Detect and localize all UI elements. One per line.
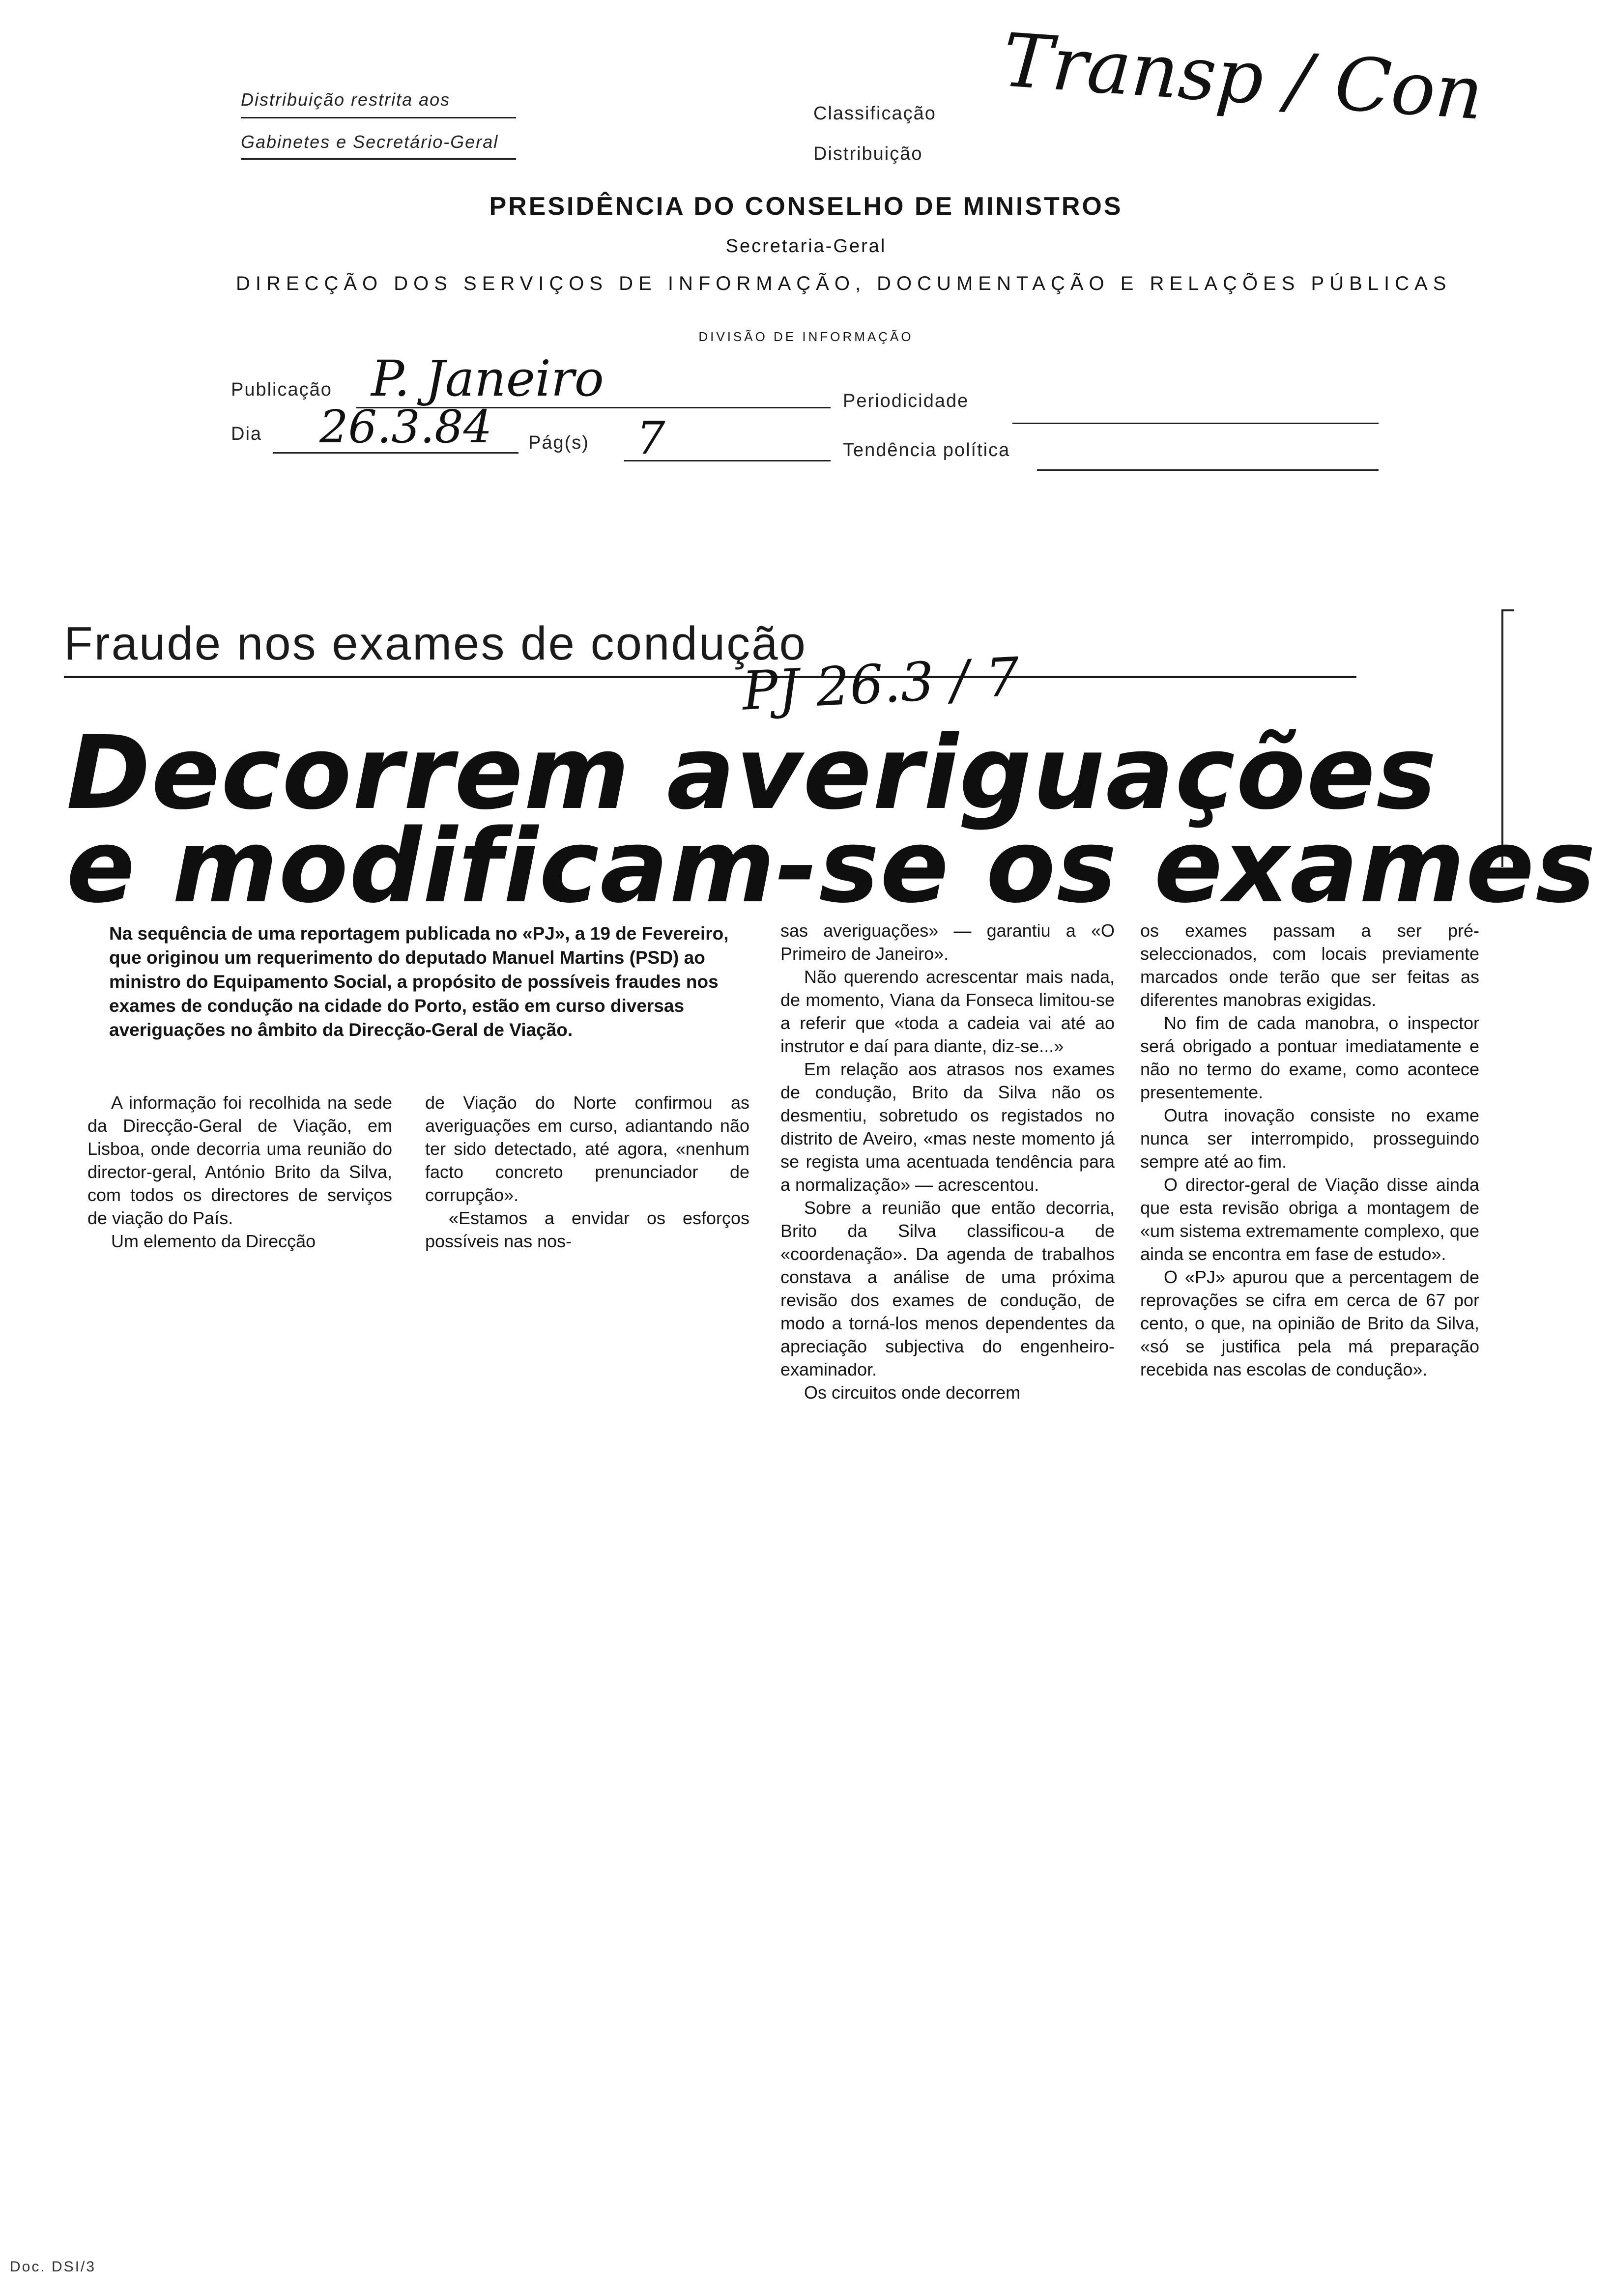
header-subtitle: Secretaria-Geral (725, 236, 887, 257)
paragraph: Sobre a reunião que então decorria, Brito da Silva classificou-a de «coordenação». Da agenda de trabalhos constava a análise de uma próxima revisão dos exames de condução, de modo a torná-los menos dependentes da apreciação subjectiva do engenheiro-examinador. (780, 1198, 1115, 1379)
header-division: DIVISÃO DE INFORMAÇÃO (698, 329, 914, 344)
header-title: PRESIDÊNCIA DO CONSELHO DE MINISTROS (489, 192, 1123, 221)
headline-line-2: e modificam-se os exames (66, 807, 1597, 925)
paragraph: Um elemento da Direcção (111, 1231, 316, 1251)
restricted-distribution-line1: Distribuição restrita aos (241, 89, 451, 110)
classificacao-label: Classificação (813, 103, 936, 124)
article-kicker: Fraude nos exames de condução (64, 617, 807, 670)
restricted-distribution-line2: Gabinetes e Secretário-Geral (241, 132, 499, 152)
paragraph: Em relação aos atrasos nos exames de condução, Brito da Silva não os desmentiu, sobretudo os registados no distrito de Aveiro, «mas neste momento já se regista uma acentuada tendência para a normalização» — acrescentou. (780, 1059, 1115, 1195)
paragraph: Os circuitos onde decorrem (804, 1382, 1021, 1403)
dia-value: 26.3.84 (319, 401, 492, 453)
paragraph: sas averiguações» — garantiu a «O Primeiro de Janeiro». (780, 920, 1115, 964)
publicacao-label: Publicação (231, 379, 332, 400)
paragraph: «Estamos a envidar os esforços possíveis nas nos- (425, 1208, 749, 1251)
article-column-2 (425, 1091, 749, 1253)
pags-value: 7 (636, 412, 665, 464)
handwritten-classification: Transp / Con (1000, 18, 1486, 137)
header-department: DIRECÇÃO DOS SERVIÇOS DE INFORMAÇÃO, DOCUMENTAÇÃO E RELAÇÕES PÚBLICAS (236, 273, 1452, 294)
tendencia-line (1037, 469, 1379, 471)
document-code: Doc. DSI/3 (10, 2259, 96, 2275)
paragraph: de Viação do Norte confirmou as averiguações em curso, adiantando não ter sido detectado, até agora, «nenhum facto concreto prenunciador de corrupção». (425, 1092, 749, 1205)
paragraph: No fim de cada manobra, o inspector será obrigado a pontuar imediatamente e não no termo do exame, como acontece presentemente. (1140, 1013, 1479, 1102)
kicker-rule (64, 676, 1356, 678)
headline-line-1: Decorrem averiguações (66, 714, 1438, 832)
pags-label: Pág(s) (528, 432, 589, 453)
paragraph: O «PJ» apurou que a percentagem de reprovações se cifra em cerca de 67 por cento, o que, na opinião de Brito da Silva, «só se justifica pela má preparação recebida nas escolas de condução». (1140, 1267, 1479, 1379)
paragraph: Outra inovação consiste no exame nunca ser interrompido, prosseguindo sempre até ao fim. (1140, 1105, 1479, 1172)
article-column-1 (87, 1091, 392, 1253)
tendencia-label: Tendência política (843, 440, 1010, 460)
restricted-rule-1 (241, 117, 516, 118)
paragraph: os exames passam a ser pré-seleccionados, com locais previamente marcados onde terão que ser feitas as diferentes manobras exigidas. (1140, 920, 1479, 1010)
article-lead: Na sequência de uma reportagem publicada no «PJ», a 19 de Fevereiro, que originou um requerimento do deputado Manuel Martins (PSD) ao ministro do Equipamento Social, a propósito de possíveis fraudes nos exames de condução na cidade do Porto, estão em curso diversas averiguações no âmbito da Direcção-Geral de Viação. (109, 923, 729, 1040)
paragraph: Não querendo acrescentar mais nada, de momento, Viana da Fonseca limitou-se a referir que «toda a cadeia vai até ao instrutor e daí para diante, diz-se...» (780, 967, 1115, 1056)
paragraph: O director-geral de Viação disse ainda que esta revisão obriga a montagem de «um sistema extremamente complexo, que ainda se encontra em fase de estudo». (1140, 1175, 1479, 1264)
distribuicao-label: Distribuição (813, 144, 923, 164)
dia-label: Dia (231, 424, 262, 444)
handwritten-reference: PJ 26.3 / 7 (741, 646, 1021, 722)
article-column-3 (780, 919, 1115, 1404)
restricted-rule-2 (241, 158, 516, 160)
publicacao-value: P. Janeiro (371, 350, 604, 407)
periodicidade-label: Periodicidade (843, 391, 969, 411)
paragraph: A informação foi recolhida na sede da Direcção-Geral de Viação, em Lisboa, onde decorria uma reunião do director-geral, António Brito da Silva, com todos os directores de serviços de viação do País. (87, 1092, 392, 1228)
article-column-4 (1140, 919, 1479, 1381)
periodicidade-line (1012, 423, 1379, 424)
